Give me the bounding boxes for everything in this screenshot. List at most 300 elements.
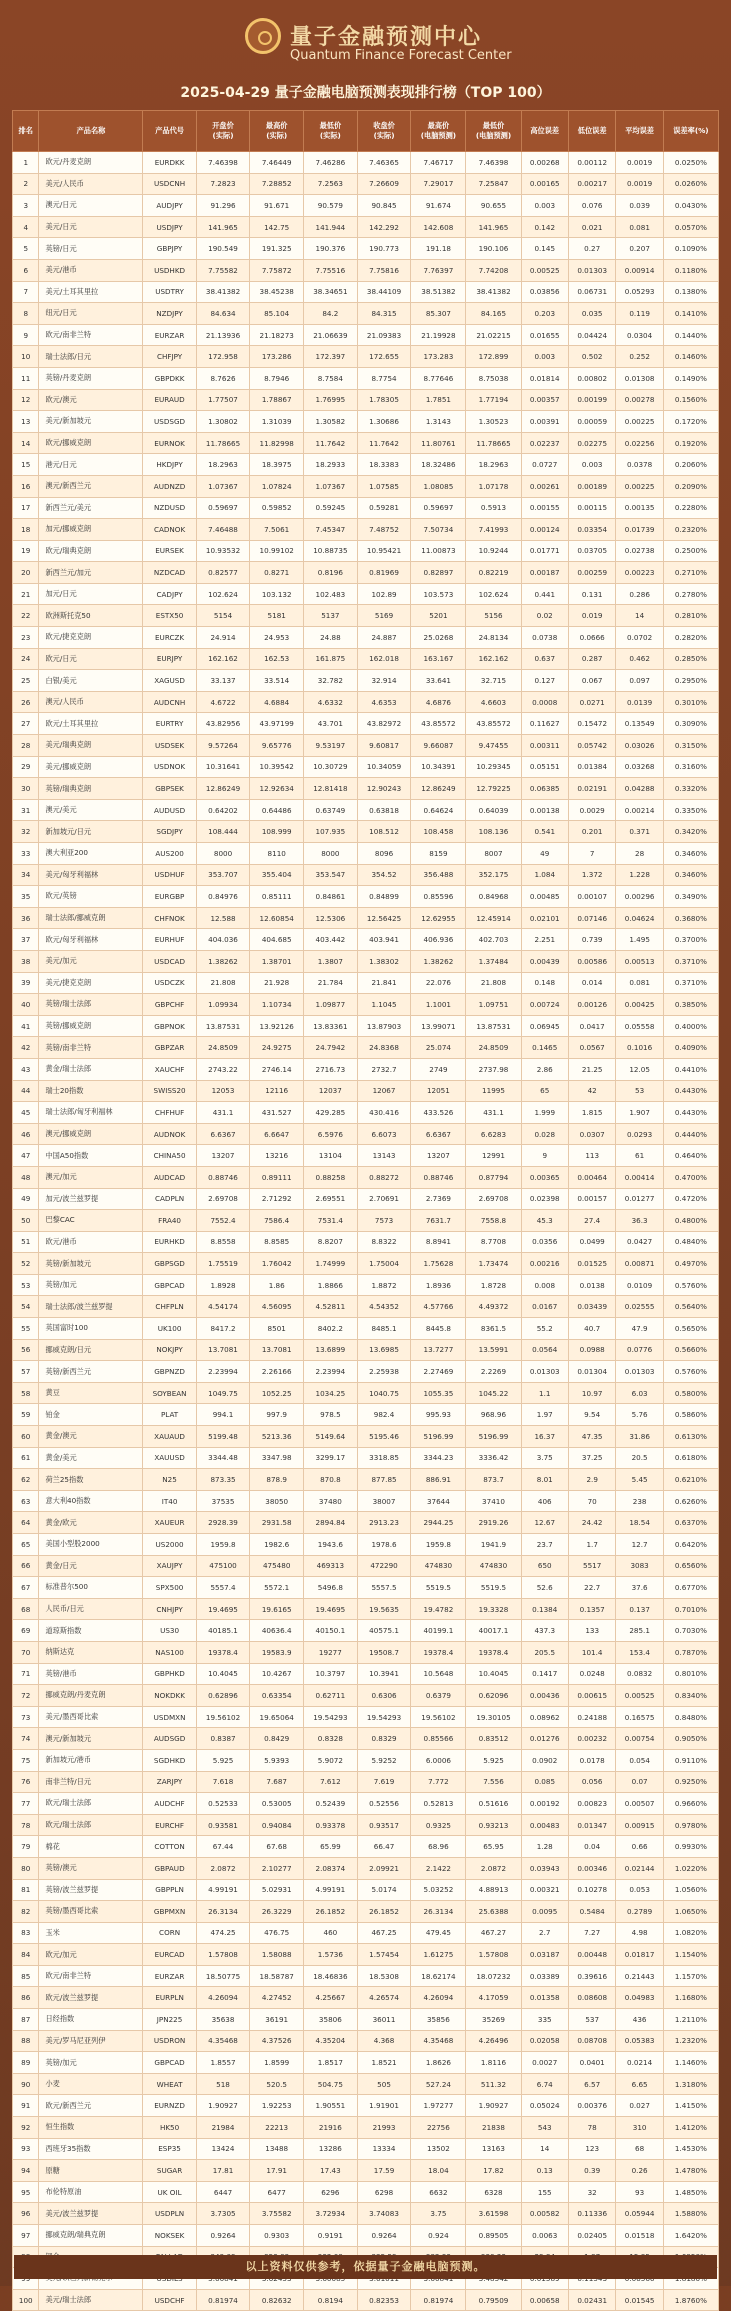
table-cell: 25.6388 [466, 1901, 521, 1923]
table-cell: 0.5860% [663, 1404, 718, 1426]
table-row [13, 1253, 719, 1275]
table-cell: 13.99071 [411, 1015, 466, 1037]
table-cell: 2.25938 [357, 1361, 411, 1383]
table-cell: 0.11336 [568, 2203, 615, 2225]
table-cell: 1.907 [616, 1102, 663, 1124]
table-cell: 172.958 [196, 346, 250, 368]
table-cell: 7.46398 [466, 152, 521, 174]
table-cell: 65.95 [466, 1836, 521, 1858]
table-cell: USDNOK [143, 756, 196, 778]
table-cell: 6.65 [616, 2073, 663, 2095]
table-cell: US30 [143, 1620, 196, 1642]
table-cell: 18.3975 [250, 454, 304, 476]
table-cell: 877.85 [357, 1469, 411, 1491]
table-cell: 8000 [304, 843, 358, 865]
table-cell: 59 [13, 1404, 39, 1426]
table-cell: 12.7 [616, 1534, 663, 1556]
table-cell: 0.0139 [616, 691, 663, 713]
table-cell: 1.1570% [663, 1965, 718, 1987]
table-cell: 0.62896 [196, 1685, 250, 1707]
table-cell: USDCNH [143, 173, 196, 195]
table-cell: 5199.48 [196, 1426, 250, 1448]
table-cell: 1.1540% [663, 1944, 718, 1966]
table-cell: 474.25 [196, 1922, 250, 1944]
table-cell: N25 [143, 1469, 196, 1491]
table-row [13, 1015, 719, 1037]
table-cell: USDJPY [143, 216, 196, 238]
table-cell: 0.9325 [411, 1814, 466, 1836]
table-cell: 14 [521, 2138, 568, 2160]
table-cell: 21.25 [568, 1058, 615, 1080]
table-row [13, 1944, 719, 1966]
table-cell: COTTON [143, 1836, 196, 1858]
table-cell: 0.79509 [466, 2289, 521, 2311]
table-cell: 21.808 [196, 972, 250, 994]
table-row [13, 1663, 719, 1685]
table-cell: 0.81974 [411, 2289, 466, 2311]
table-cell: 163.167 [411, 648, 466, 670]
table-cell: 挪威克朗/日元 [39, 1339, 143, 1361]
table-cell: 0.89505 [466, 2225, 521, 2247]
table-cell: 0.8196 [304, 562, 358, 584]
table-cell: 91.671 [250, 195, 304, 217]
table-cell: 21984 [196, 2117, 250, 2139]
table-cell: 0.0027 [521, 2052, 568, 2074]
table-cell: 1055.35 [411, 1382, 466, 1404]
table-cell: 38 [13, 950, 39, 972]
table-cell: 35856 [411, 2009, 466, 2031]
table-cell: 0.01347 [568, 1814, 615, 1836]
table-cell: 0.00124 [521, 519, 568, 541]
table-cell: 1.4850% [663, 2181, 718, 2203]
table-cell: 0.027 [616, 2095, 663, 2117]
table-cell: 澳元/美元 [39, 799, 143, 821]
table-row [13, 2289, 719, 2311]
table-cell: 354.52 [357, 864, 411, 886]
table-cell: 7.2563 [304, 173, 358, 195]
table-cell: 162.162 [466, 648, 521, 670]
table-cell: 16.37 [521, 1426, 568, 1448]
table-cell: 0.01303 [568, 259, 615, 281]
table-cell: 0.00261 [521, 475, 568, 497]
table-cell: GBPNOK [143, 1015, 196, 1037]
table-cell: 38050 [250, 1490, 304, 1512]
table-cell: 1.30523 [466, 411, 521, 433]
table-cell: 21.784 [304, 972, 358, 994]
table-cell: 4.27452 [250, 1987, 304, 2009]
table-cell: 8.8941 [411, 1231, 466, 1253]
table-cell: 1.74999 [304, 1253, 358, 1275]
table-cell: 10.39542 [250, 756, 304, 778]
table-cell: 0.00278 [616, 389, 663, 411]
table-cell: CHFJPY [143, 346, 196, 368]
table-cell: 436 [616, 2009, 663, 2031]
table-cell: 0.3150% [663, 735, 718, 757]
table-cell: 人民币/日元 [39, 1598, 143, 1620]
table-cell: 161.875 [304, 648, 358, 670]
table-cell: 0.13 [521, 2160, 568, 2182]
table-cell: 66 [13, 1555, 39, 1577]
table-cell: 1.8116 [466, 2052, 521, 2074]
table-cell: 22756 [411, 2117, 466, 2139]
table-cell: 1.76042 [250, 1253, 304, 1275]
table-cell: 0.8271 [250, 562, 304, 584]
table-cell: 7.26609 [357, 173, 411, 195]
table-cell: 0.27 [568, 238, 615, 260]
table-cell: 0.81969 [357, 562, 411, 584]
table-cell: 475100 [196, 1555, 250, 1577]
table-cell: 50 [13, 1210, 39, 1232]
table-cell: 0.9264 [196, 2225, 250, 2247]
table-cell: 0.83512 [466, 1728, 521, 1750]
table-cell: 4.368 [357, 2030, 411, 2052]
table-cell: 1.37484 [466, 950, 521, 972]
table-cell: 13.6899 [304, 1339, 358, 1361]
table-cell: 21.18273 [250, 324, 304, 346]
table-cell: 55.2 [521, 1318, 568, 1340]
table-cell: 19583.9 [250, 1641, 304, 1663]
table-cell: 0.00192 [521, 1793, 568, 1815]
table-cell: 21.808 [466, 972, 521, 994]
table-row [13, 2030, 719, 2052]
table-cell: 0.64486 [250, 799, 304, 821]
table-cell: 13488 [250, 2138, 304, 2160]
table-cell: PLAT [143, 1404, 196, 1426]
table-cell: 38.41382 [196, 281, 250, 303]
table-cell: 0.8194 [304, 2289, 358, 2311]
table-cell: 0.9050% [663, 1728, 718, 1750]
table-cell: 挪威克朗/丹麦克朗 [39, 1685, 143, 1707]
table-cell: 标准普尔500 [39, 1577, 143, 1599]
table-cell: 1.97 [521, 1404, 568, 1426]
table-cell: XAUAUD [143, 1426, 196, 1448]
table-cell: 12.86249 [411, 778, 466, 800]
table-cell: 79 [13, 1836, 39, 1858]
table-cell: 13424 [196, 2138, 250, 2160]
table-cell: 13207 [196, 1145, 250, 1167]
table-cell: 12067 [357, 1080, 411, 1102]
table-cell: 0.137 [616, 1598, 663, 1620]
table-cell: 0.05944 [616, 2203, 663, 2225]
table-cell: 0.4700% [663, 1166, 718, 1188]
table-row [13, 519, 719, 541]
table-cell: 0.286 [616, 583, 663, 605]
table-row [13, 1210, 719, 1232]
table-cell: 12.56425 [357, 907, 411, 929]
table-cell: 67.68 [250, 1836, 304, 1858]
table-cell: 1.372 [568, 864, 615, 886]
table-cell: 28 [616, 843, 663, 865]
table-cell: XAGUSD [143, 670, 196, 692]
table-cell: 11.82998 [250, 432, 304, 454]
table-cell: AUDSGD [143, 1728, 196, 1750]
table-cell: 17.59 [357, 2160, 411, 2182]
table-cell: 54 [13, 1296, 39, 1318]
table-row [13, 2073, 719, 2095]
table-cell: 518 [196, 2073, 250, 2095]
table-cell: 1.57808 [196, 1944, 250, 1966]
table-cell: 0.8010% [663, 1663, 718, 1685]
table-cell: 469313 [304, 1555, 358, 1577]
table-cell: 26 [13, 691, 39, 713]
table-cell: 澳元/新加坡元 [39, 1728, 143, 1750]
table-cell: 0.00513 [616, 950, 663, 972]
table-cell: 0.02555 [616, 1296, 663, 1318]
table-cell: 26.3134 [196, 1901, 250, 1923]
table-cell: 0.9191 [304, 2225, 358, 2247]
table-cell: 8.8207 [304, 1231, 358, 1253]
table-cell: 10.4045 [466, 1663, 521, 1685]
table-cell: 18 [13, 519, 39, 541]
table-cell: 0.4410% [663, 1058, 718, 1080]
table-cell: 0.00217 [568, 173, 615, 195]
table-cell: 1.57808 [466, 1944, 521, 1966]
table-cell: 0.0499 [568, 1231, 615, 1253]
table-cell: 26.1852 [304, 1901, 358, 1923]
table-cell: 19.3328 [466, 1598, 521, 1620]
table-cell: 504.75 [304, 2073, 358, 2095]
table-cell: 57 [13, 1361, 39, 1383]
table-cell: 0.00321 [521, 1879, 568, 1901]
table-cell: XAUUSD [143, 1447, 196, 1469]
table-cell: 黄金/日元 [39, 1555, 143, 1577]
table-cell: 19378.4 [466, 1641, 521, 1663]
table-cell: 1.92253 [250, 2095, 304, 2117]
table-cell: 0.0008 [521, 691, 568, 713]
table-cell: 0.0356 [521, 1231, 568, 1253]
table-cell: CHFPLN [143, 1296, 196, 1318]
table-cell: GBPSEK [143, 778, 196, 800]
table-cell: 205.5 [521, 1641, 568, 1663]
table-cell: 6298 [357, 2181, 411, 2203]
table-cell: 0.05151 [521, 756, 568, 778]
table-cell: 1.90551 [304, 2095, 358, 2117]
table-cell: 433.526 [411, 1102, 466, 1124]
table-cell: GBPSGD [143, 1253, 196, 1275]
table-cell: 1.8936 [411, 1274, 466, 1296]
table-cell: 0.0727 [521, 454, 568, 476]
table-cell: 28 [13, 735, 39, 757]
table-cell: 0.4640% [663, 1145, 718, 1167]
table-cell: 美元/罗马尼亚列伊 [39, 2030, 143, 2052]
table-cell: 0.63749 [304, 799, 358, 821]
table-cell: 5 [13, 238, 39, 260]
table-cell: 4.6353 [357, 691, 411, 713]
table-cell: 63 [13, 1490, 39, 1512]
table-cell: 33.641 [411, 670, 466, 692]
table-cell: 英镑/丹麦克朗 [39, 367, 143, 389]
table-cell: 0.5484 [568, 1901, 615, 1923]
table-cell: XAUCHF [143, 1058, 196, 1080]
table-cell: 1.3807 [304, 950, 358, 972]
table-cell: 0.02738 [616, 540, 663, 562]
table-cell: 431.1 [466, 1102, 521, 1124]
table-cell: 402.703 [466, 929, 521, 951]
table-cell: HK50 [143, 2117, 196, 2139]
table-cell: 0.035 [568, 303, 615, 325]
table-cell: 162.53 [250, 648, 304, 670]
table-cell: 6296 [304, 2181, 358, 2203]
table-cell: 13.7081 [196, 1339, 250, 1361]
table-cell: EURDKK [143, 152, 196, 174]
table-cell: WHEAT [143, 2073, 196, 2095]
table-cell: 406.936 [411, 929, 466, 951]
table-cell: 2.26166 [250, 1361, 304, 1383]
table-cell: 小麦 [39, 2073, 143, 2095]
table-cell: 美元/瑞典克朗 [39, 735, 143, 757]
table-cell: 1.38701 [250, 950, 304, 972]
table-row [13, 1231, 719, 1253]
table-row [13, 1793, 719, 1815]
table-cell: 0.8340% [663, 1685, 718, 1707]
table-cell: AUDNZD [143, 475, 196, 497]
table-cell: 0.3490% [663, 886, 718, 908]
table-cell: 1.1680% [663, 1987, 718, 2009]
table-cell: 0.0260% [663, 173, 718, 195]
table-cell: 0.00448 [568, 1944, 615, 1966]
table-cell: 12.05 [616, 1058, 663, 1080]
table-cell: 22.7 [568, 1577, 615, 1599]
table-cell: 35806 [304, 2009, 358, 2031]
table-cell: 5517 [568, 1555, 615, 1577]
table-cell: 11995 [466, 1080, 521, 1102]
table-cell: GBPZAR [143, 1037, 196, 1059]
table-cell: 0.7870% [663, 1641, 718, 1663]
table-cell: 2.9 [568, 1469, 615, 1491]
table-cell: 1.77194 [466, 389, 521, 411]
column-header: 最高价 (实际) [250, 111, 304, 152]
table-cell: 0.9250% [663, 1771, 718, 1793]
table-cell: 0.03268 [616, 756, 663, 778]
table-cell: 26.3134 [411, 1901, 466, 1923]
table-cell: 美元/新加坡元 [39, 411, 143, 433]
table-cell: 5519.5 [466, 1577, 521, 1599]
table-cell: 0.9110% [663, 1749, 718, 1771]
table-cell: 荷兰25指数 [39, 1469, 143, 1491]
table-cell: 38.45238 [250, 281, 304, 303]
table-cell: 0.8429 [250, 1728, 304, 1750]
table-row [13, 259, 719, 281]
table-cell: 10.97 [568, 1382, 615, 1404]
table-cell: 美元/捷克克朗 [39, 972, 143, 994]
table-cell: 1.31039 [250, 411, 304, 433]
table-cell: 56 [13, 1339, 39, 1361]
table-cell: 2.09921 [357, 1857, 411, 1879]
table-cell: 0.01303 [521, 1361, 568, 1383]
table-cell: 0.6130% [663, 1426, 718, 1448]
table-cell: 3344.48 [196, 1447, 250, 1469]
table-cell: 欧元/瑞士法郎 [39, 1793, 143, 1815]
table-cell: 45 [13, 1102, 39, 1124]
table-cell: 0.0567 [568, 1037, 615, 1059]
table-cell: 6328 [466, 2181, 521, 2203]
table-cell: 0.03856 [521, 281, 568, 303]
table-cell: 1.90927 [196, 2095, 250, 2117]
column-header: 最低价 (实际) [304, 111, 358, 152]
table-cell: 520.5 [250, 2073, 304, 2095]
table-row [13, 994, 719, 1016]
table-cell: 8.01 [521, 1469, 568, 1491]
table-row [13, 2117, 719, 2139]
table-cell: ESTX50 [143, 605, 196, 627]
table-cell: 43 [13, 1058, 39, 1080]
table-cell: 英镑/瑞士法郎 [39, 994, 143, 1016]
table-cell: 7.29017 [411, 173, 466, 195]
table-cell: 0.5800% [663, 1382, 718, 1404]
table-cell: 0.6260% [663, 1490, 718, 1512]
table-cell: 10.88735 [304, 540, 358, 562]
table-cell: EURPLN [143, 1987, 196, 2009]
table-row [13, 432, 719, 454]
table-cell: EURHUF [143, 929, 196, 951]
table-cell: 1.8866 [304, 1274, 358, 1296]
table-cell: 0.0138 [568, 1274, 615, 1296]
table-cell: 原糖 [39, 2160, 143, 2182]
table-cell: 0.82632 [250, 2289, 304, 2311]
table-cell: 2.69708 [466, 1188, 521, 1210]
table-cell: 7 [568, 843, 615, 865]
table-cell: 968.96 [466, 1404, 521, 1426]
table-cell: 黄豆 [39, 1382, 143, 1404]
table-cell: 84 [13, 1944, 39, 1966]
table-cell: 6.03 [616, 1382, 663, 1404]
table-cell: 0.6180% [663, 1447, 718, 1469]
table-cell: 467.25 [357, 1922, 411, 1944]
table-cell: 1.0220% [663, 1857, 718, 1879]
table-cell: 5572.1 [250, 1577, 304, 1599]
table-cell: 20 [13, 562, 39, 584]
table-cell: 85.104 [250, 303, 304, 325]
table-cell: 11.80761 [411, 432, 466, 454]
table-cell: 172.899 [466, 346, 521, 368]
table-cell: 78 [568, 2117, 615, 2139]
table-cell: 35269 [466, 2009, 521, 2031]
table-cell: SGDHKD [143, 1749, 196, 1771]
table-cell: 527.24 [411, 2073, 466, 2095]
table-cell: 113 [568, 1145, 615, 1167]
table-cell: 12.60854 [250, 907, 304, 929]
table-cell: 7.618 [196, 1771, 250, 1793]
table-cell: 21 [13, 583, 39, 605]
table-cell: 0.4000% [663, 1015, 718, 1037]
table-cell: 0.00414 [616, 1166, 663, 1188]
table-cell: 43.701 [304, 713, 358, 735]
table-cell: 欧元/加元 [39, 1944, 143, 1966]
table-cell: 0.05024 [521, 2095, 568, 2117]
table-cell: 431.1 [196, 1102, 250, 1124]
table-cell: 2.7369 [411, 1188, 466, 1210]
table-cell: 1.495 [616, 929, 663, 951]
table-cell: 1.77507 [196, 389, 250, 411]
table-cell: 1.75519 [196, 1253, 250, 1275]
table-row [13, 670, 719, 692]
table-cell: ESP35 [143, 2138, 196, 2160]
table-cell: SOYBEAN [143, 1382, 196, 1404]
table-cell: 0.00225 [616, 475, 663, 497]
table-cell: 欧元/日元 [39, 648, 143, 670]
table-row [13, 238, 719, 260]
table-cell: 1.58088 [250, 1944, 304, 1966]
table-cell: 瑞士法郎/匈牙利福林 [39, 1102, 143, 1124]
table-cell: 4.35204 [304, 2030, 358, 2052]
table-cell: 5181 [250, 605, 304, 627]
table-cell: 17.82 [466, 2160, 521, 2182]
table-cell: 0.52439 [304, 1793, 358, 1815]
table-cell: 美元/日元 [39, 216, 143, 238]
table-cell: 0.01384 [568, 756, 615, 778]
table-cell: 美元/挪威克朗 [39, 756, 143, 778]
table-cell: 英镑/瑞典克朗 [39, 778, 143, 800]
